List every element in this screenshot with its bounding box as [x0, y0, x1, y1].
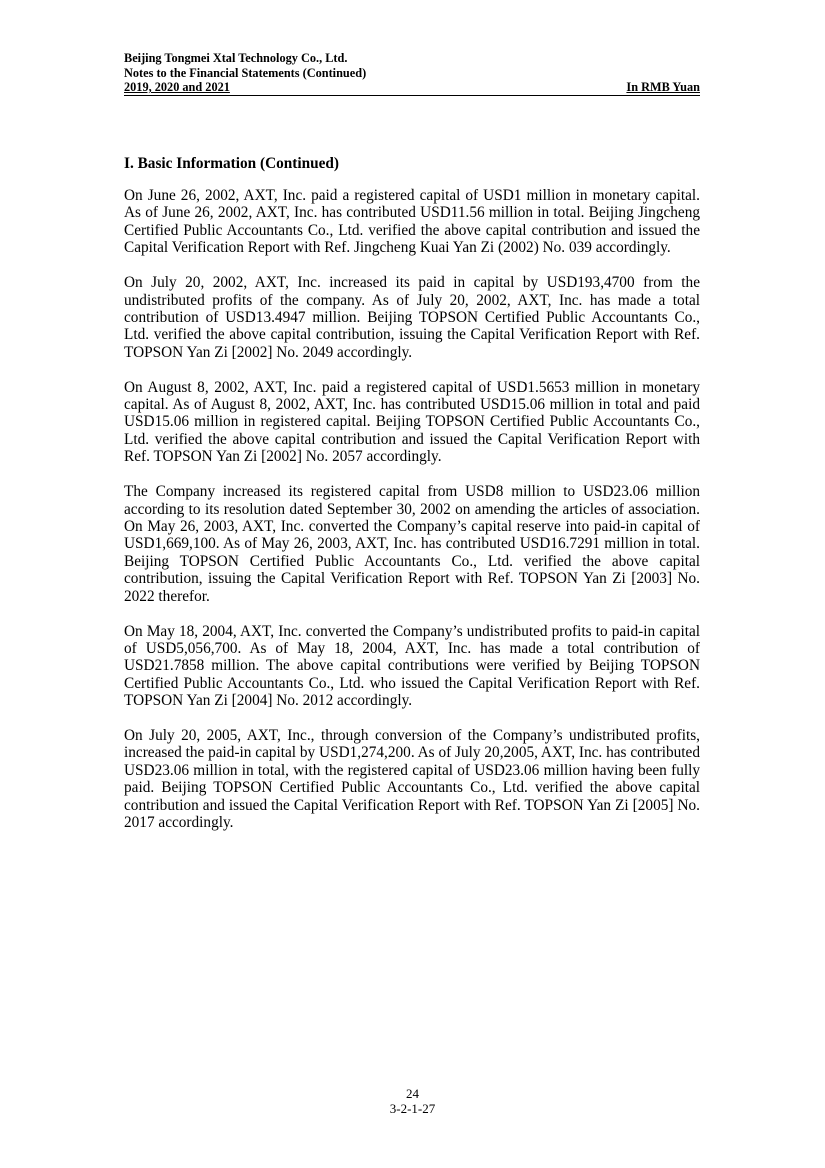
paragraph: On August 8, 2002, AXT, Inc. paid a registered capital of USD1.5653 million in monetary capital. As of August 8, 2002, AXT, Inc. has contributed USD15.06 million in total and paid USD15.06 million in registered capital. Beijing TOPSON Certified Public Accountants Co., Ltd. verified the above capital contribution and issued the Capital Verification Report with Ref. TOPSON Yan Zi [2002] No. 2057 accordingly.	[124, 378, 700, 466]
statement-subtitle: Notes to the Financial Statements (Continued)	[124, 65, 367, 80]
section-title: I. Basic Information (Continued)	[124, 155, 340, 172]
paragraph: On June 26, 2002, AXT, Inc. paid a registered capital of USD1 million in monetary capital. As of June 26, 2002, AXT, Inc. has contributed USD11.56 million in total. Beijing Jingcheng Certified Public Accountants Co., Ltd. verified the above capital contribution and issued the Capital Verification Report with Ref. Jingcheng Kuai Yan Zi (2002) No. 039 accordingly.	[124, 187, 700, 257]
paragraph: On July 20, 2002, AXT, Inc. increased its paid in capital by USD193,4700 from the undistributed profits of the company. As of July 20, 2002, AXT, Inc. has made a total contribution of USD13.4947 million. Beijing TOPSON Certified Public Accountants Co., Ltd. verified the above capital contribution, issuing the Capital Verification Report with Ref. TOPSON Yan Zi [2002] No. 2049 accordingly.	[124, 274, 700, 361]
paragraph: On May 18, 2004, AXT, Inc. converted the Company’s undistributed profits to paid-in capital of USD5,056,700. As of May 18, 2004, AXT, Inc. has made a total contribution of USD21.7858 million. The above capital contributions were verified by Beijing TOPSON Certified Public Accountants Co., Ltd. who issued the Capital Verification Report with Ref. TOPSON Yan Zi [2004] No. 2012 accordingly.	[124, 622, 700, 710]
paragraph: On July 20, 2005, AXT, Inc., through conversion of the Company’s undistributed profits, increased the paid-in capital by USD1,274,200. As of July 20,2005, AXT, Inc. has contributed USD23.06 million in total, with the registered capital of USD23.06 million having been fully paid. Beijing TOPSON Certified Public Accountants Co., Ltd. verified the above capital contribution and issued the Capital Verification Report with Ref. TOPSON Yan Zi [2005] No. 2017 accordingly.	[124, 727, 700, 832]
page-footer	[0, 1086, 825, 1116]
document-reference: 3-2-1-27	[389, 1101, 436, 1116]
header-rule-line	[124, 80, 700, 96]
company-name: Beijing Tongmei Xtal Technology Co., Ltd.	[124, 51, 348, 65]
currency-note: In RMB Yuan	[626, 80, 700, 94]
paragraph: The Company increased its registered capital from USD8 million to USD23.06 million according to its resolution dated September 30, 2002 on amending the articles of association. On May 26, 2003, AXT, Inc. converted the Company’s capital reserve into paid-in capital of USD1,669,100. As of May 26, 2003, AXT, Inc. has contributed USD16.7291 million in total. Beijing TOPSON Certified Public Accountants Co., Ltd. verified the above capital contribution, issuing the Capital Verification Report with Ref. TOPSON Yan Zi [2003] No. 2022 therefor.	[124, 483, 700, 605]
main-content	[124, 155, 700, 849]
page-number: 24	[406, 1086, 419, 1101]
reporting-years: 2019, 2020 and 2021	[124, 80, 230, 94]
page-header	[124, 51, 700, 96]
